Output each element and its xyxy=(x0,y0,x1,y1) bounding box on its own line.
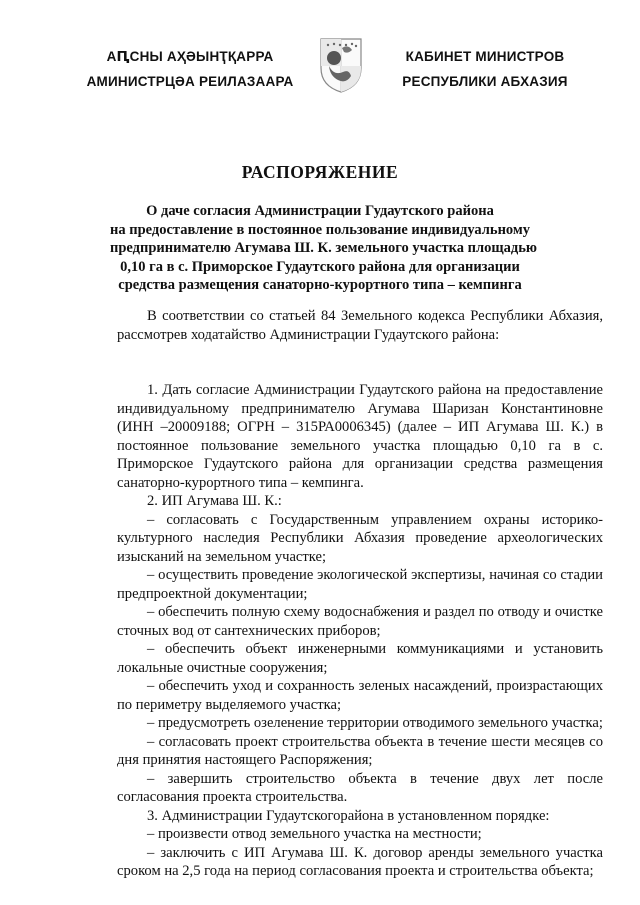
body-paragraph: 2. ИП Агумава Ш. К.: xyxy=(147,493,282,509)
preamble-block xyxy=(117,307,603,344)
header-abkhaz-line1: АԤСНЫ АҲӘЫНҬҚАРРА xyxy=(106,49,274,64)
coat-of-arms-icon xyxy=(318,36,364,94)
subject-line: 0,10 га в с. Приморское Гудаутского района для организации xyxy=(120,258,520,275)
body-paragraph: – завершить строительство объекта в течение двух лет после согласования проекта строительства. xyxy=(117,770,603,805)
body-paragraph: – обеспечить уход и сохранность зеленых насаждений, произрастающих по периметру выделяемого участка; xyxy=(117,678,603,713)
body-paragraph: – заключить с ИП Агумава Ш. К. договор аренды земельного участка сроком на 2,5 года на период согласования проекта и строительства объекта; xyxy=(117,844,603,879)
preamble-paragraph: В соответствии со статьей 84 Земельного кодекса Республики Абхазия, рассмотрев ходатайство Администрации Гудаутского района: xyxy=(117,308,603,343)
document-subject xyxy=(110,202,537,295)
body-paragraph: 3. Администрации Гудаутскогорайона в установленном порядке: xyxy=(147,807,550,824)
subject-line: средства размещения санаторно-курортного типа – кемпинга xyxy=(118,277,522,293)
document-title: РАСПОРЯЖЕНИЕ xyxy=(241,162,399,182)
header-abkhaz-line2: АМИНИСТРЦӘА РЕИЛАЗААРА xyxy=(86,74,294,89)
body-paragraph: – обеспечить объект инженерными коммуникациями и установить локальные очистные сооружения; xyxy=(117,641,603,676)
body-paragraph: – согласовать проект строительства объекта в течение шести месяцев со дня принятия настоящего Распоряжения; xyxy=(117,733,603,768)
body-block xyxy=(117,381,603,881)
header-russian xyxy=(380,44,590,94)
body-paragraph: – осуществить проведение экологической экспертизы, начиная со стадии предпроектной документации; xyxy=(117,567,603,602)
body-paragraph: – согласовать с Государственным управлением охраны историко-культурного наследия Республики Абхазия проведение археологических изысканий на земельном участке; xyxy=(117,511,603,565)
body-paragraph: – произвести отвод земельного участка на местности; xyxy=(147,826,482,842)
subject-line: О даче согласия Администрации Гудаутского района xyxy=(146,203,494,219)
body-paragraph: 1. Дать согласие Администрации Гудаутского района на предоставление индивидуальному предпринимателю Агумава Шаризан Константиновне (ИНН –20009188; ОГРН – 315РА0006345) (далее – ИП Агумава Ш. К.) в постоянное пользование земельного участка площадью 0,10 га в с. Приморское Гудаутского района для организации средства размещения санаторно-курортного типа – кемпинга. xyxy=(117,382,603,491)
body-paragraph: – предусмотреть озеленение территории отводимого земельного участка; xyxy=(147,715,603,731)
subject-line: на предоставление в постоянное пользование индивидуальному xyxy=(110,221,531,238)
header-russian-line2: РЕСПУБЛИКИ АБХАЗИЯ xyxy=(402,74,568,89)
header-russian-line1: КАБИНЕТ МИНИСТРОВ xyxy=(405,49,565,64)
subject-line: предпринимателю Агумава Ш. К. земельного участка площадью xyxy=(110,240,537,256)
body-paragraph: – обеспечить полную схему водоснабжения и раздел по отводу и очистке сточных вод от сантехнических приборов; xyxy=(117,604,603,639)
header-abkhaz xyxy=(70,44,310,94)
